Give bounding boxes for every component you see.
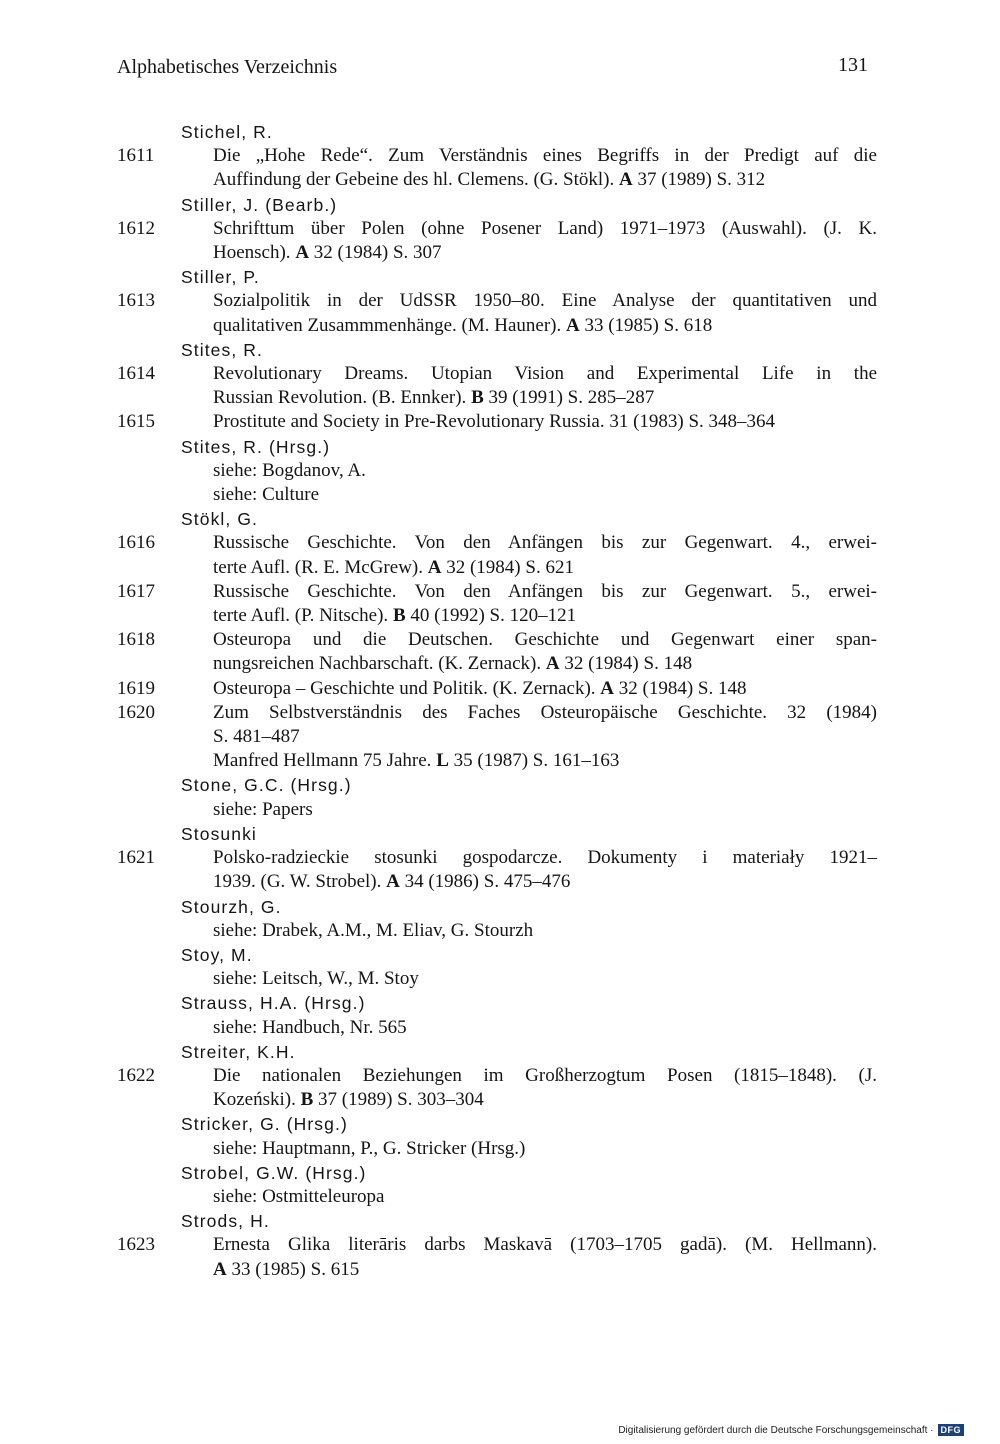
author-name: Stourzh, G.: [181, 896, 282, 917]
entry-text-segment: terte Aufl. (R. E. McGrew).: [213, 556, 428, 578]
entry-number: 1613: [117, 290, 155, 312]
journal-sigil: A: [618, 169, 633, 191]
entry-line: [117, 1064, 877, 1088]
entry-line: [117, 556, 877, 580]
author-name: Stites, R. (Hrsg.): [181, 436, 331, 457]
entry-number: [117, 1258, 213, 1282]
entry-text-segment: 39 (1991) S. 285–287: [483, 387, 655, 409]
entry-line: [117, 386, 877, 410]
see-reference: [117, 967, 877, 991]
see-reference: [117, 1137, 877, 1161]
author-heading: [117, 507, 877, 531]
entry-line: [117, 314, 877, 338]
author-heading: [117, 265, 877, 289]
author-heading: [117, 1209, 877, 1233]
entry-text: [213, 846, 877, 870]
entry-text-segment: 34 (1986) S. 475–476: [399, 871, 571, 893]
entry-line: [117, 701, 877, 725]
entry-text: [213, 652, 877, 676]
author-name: Streiter, K.H.: [181, 1041, 296, 1062]
entry-number: [117, 725, 213, 749]
entry-text: [213, 580, 877, 604]
entry-line: [117, 580, 877, 604]
see-reference: [117, 483, 877, 507]
author-name: Stichel, R.: [181, 122, 273, 142]
entry-text-segment: Manfred Hellmann 75 Jahre.: [213, 750, 437, 772]
entry-text-segment: 32 (1984) S. 148: [614, 677, 747, 699]
entry-text-segment: 37 (1989) S. 303–304: [313, 1089, 484, 1111]
see-reference-text: siehe: Bogdanov, A.: [213, 459, 366, 481]
author-heading: [117, 1112, 877, 1136]
entry-line: [117, 749, 877, 773]
entry-text: [213, 386, 877, 410]
see-reference-text: siehe: Hauptmann, P., G. Stricker (Hrsg.): [213, 1137, 526, 1159]
see-reference: [117, 919, 877, 943]
journal-sigil: L: [436, 750, 449, 772]
entry-text: [213, 144, 877, 168]
journal-sigil: A: [295, 242, 310, 264]
entry-number: 1622: [117, 1064, 155, 1086]
entry-text-segment: 33 (1985) S. 618: [579, 314, 713, 336]
entry-text: [213, 604, 877, 628]
journal-sigil: A: [545, 653, 560, 675]
entry-number: 1617: [117, 580, 155, 602]
author-heading: [117, 435, 877, 459]
entry-line: [117, 289, 877, 313]
entry-text: [213, 556, 877, 580]
author-name: Stiller, P.: [181, 267, 260, 288]
entry-text: [213, 677, 877, 701]
journal-sigil: B: [471, 387, 484, 409]
entry-line: [117, 725, 877, 749]
author-heading: [117, 120, 877, 144]
entry-number: 1621: [117, 847, 155, 869]
author-name: Stricker, G. (Hrsg.): [181, 1114, 348, 1135]
author-name: Strods, H.: [181, 1211, 270, 1232]
entry-text: [213, 362, 877, 386]
entry-number: [117, 604, 213, 628]
entry-line: [117, 531, 877, 555]
author-name: Stone, G.C. (Hrsg.): [181, 775, 352, 796]
entry-text-segment: qualitativen Zusammmenhänge. (M. Hauner).: [213, 314, 566, 336]
dfg-logo: DFG: [938, 1424, 965, 1436]
author-heading: [117, 773, 877, 797]
entry-line: [117, 677, 877, 701]
entry-text: [213, 531, 877, 555]
entry-text: [213, 314, 877, 338]
footer-text: Digitalisierung gefördert durch die Deutsche Forschungsgemeinschaft ·: [618, 1424, 934, 1436]
author-heading: [117, 1161, 877, 1185]
see-reference-text: siehe: Handbuch, Nr. 565: [213, 1016, 407, 1038]
entry-text-segment: Hoensch).: [213, 242, 296, 264]
journal-sigil: A: [600, 677, 615, 699]
entry-text-segment: terte Aufl. (P. Nitsche).: [213, 605, 393, 627]
entry-number: [117, 168, 213, 192]
journal-sigil: A: [427, 556, 442, 578]
see-reference: [117, 1185, 877, 1209]
entry-text-segment: nungsreichen Nachbarschaft. (K. Zernack).: [213, 653, 546, 675]
see-reference-text: siehe: Drabek, A.M., M. Eliav, G. Stourzh: [213, 919, 534, 941]
entry-text-segment: Sozialpolitik in der UdSSR 1950–80. Eine Analyse der quantitativen und: [213, 290, 877, 312]
entry-text-segment: Auffindung der Gebeine des hl. Clemens. (G. Stökl).: [213, 169, 619, 191]
entry-number: 1612: [117, 217, 155, 239]
author-heading: [117, 943, 877, 967]
entry-line: [117, 604, 877, 628]
entry-line: [117, 1258, 877, 1282]
author-heading: [117, 338, 877, 362]
entry-text: [213, 1088, 877, 1112]
entry-number: [117, 749, 213, 773]
entry-text-segment: Schrifttum über Polen (ohne Posener Land) 1971–1973 (Auswahl). (J. K.: [213, 217, 877, 239]
entry-number: [117, 1088, 213, 1112]
entry-text-segment: Russian Revolution. (B. Ennker).: [213, 387, 472, 409]
entry-line: [117, 217, 877, 241]
entry-number: 1618: [117, 629, 155, 651]
author-heading: [117, 1040, 877, 1064]
entry-line: [117, 628, 877, 652]
journal-sigil: A: [565, 314, 580, 336]
entry-number: 1623: [117, 1234, 155, 1256]
entry-line: [117, 410, 877, 434]
entry-text-segment: 33 (1985) S. 615: [226, 1258, 360, 1280]
see-reference-text: siehe: Leitsch, W., M. Stoy: [213, 968, 419, 990]
entry-text-segment: 35 (1987) S. 161–163: [448, 750, 620, 772]
entry-text: [213, 749, 877, 773]
entry-number: [117, 556, 213, 580]
entry-line: [117, 1088, 877, 1112]
entry-line: [117, 652, 877, 676]
author-name: Strauss, H.A. (Hrsg.): [181, 993, 366, 1014]
entry-text-segment: Revolutionary Dreams. Utopian Vision and Experimental Life in the: [213, 363, 877, 385]
entry-text-segment: Kozeński).: [213, 1089, 301, 1111]
see-reference-text: siehe: Culture: [213, 484, 320, 506]
entry-text-segment: 1939. (G. W. Strobel).: [213, 871, 387, 893]
journal-sigil: B: [300, 1089, 314, 1111]
author-name: Stökl, G.: [181, 509, 259, 530]
entry-text-segment: 32 (1984) S. 307: [309, 242, 442, 264]
entry-line: [117, 144, 877, 168]
author-name: Stiller, J. (Bearb.): [181, 194, 338, 215]
author-name: Stites, R.: [181, 339, 263, 360]
entry-text-segment: Russische Geschichte. Von den Anfängen bis zur Gegenwart. 5., erwei-: [213, 580, 877, 602]
author-heading: [117, 895, 877, 919]
entry-text-segment: Polsko-radzieckie stosunki gospodarcze. Dokumenty i materiały 1921–: [213, 847, 877, 869]
entry-text: [213, 1233, 877, 1257]
entry-number: 1620: [117, 701, 155, 723]
entry-text: [213, 217, 877, 241]
entry-text: [213, 725, 877, 749]
journal-sigil: A: [213, 1258, 227, 1280]
entry-line: [117, 870, 877, 894]
entry-number: [117, 241, 213, 265]
entry-text-segment: 37 (1989) S. 312: [632, 169, 766, 191]
entry-text: [213, 1064, 877, 1088]
see-reference-text: siehe: Papers: [213, 798, 313, 820]
journal-sigil: B: [392, 605, 406, 627]
author-heading: [117, 193, 877, 217]
entry-text-segment: 32 (1984) S. 621: [441, 556, 574, 578]
entry-text: [213, 168, 877, 192]
entry-text-segment: Die nationalen Beziehungen im Großherzogtum Posen (1815–1848). (J.: [213, 1064, 877, 1086]
author-name: Stosunki: [181, 823, 257, 844]
see-reference: [117, 1016, 877, 1040]
entry-text-segment: S. 481–487: [213, 726, 300, 748]
entry-line: [117, 168, 877, 192]
entry-text-segment: Ernesta Glika literāris darbs Maskavā (1703–1705 gadā). (M. Hellmann).: [213, 1234, 877, 1256]
entry-text: [213, 870, 877, 894]
author-name: Stoy, M.: [181, 944, 253, 965]
journal-sigil: A: [386, 871, 400, 893]
entry-text-segment: Die „Hohe Rede“. Zum Verständnis eines Begriffs in der Predigt auf die: [213, 145, 877, 167]
entry-text-segment: Prostitute and Society in Pre-Revolutionary Russia. 31 (1983) S. 348–364: [213, 411, 776, 433]
running-header-title: Alphabetisches Verzeichnis: [117, 56, 338, 78]
entry-text: [213, 410, 877, 434]
index-list: [117, 120, 877, 1282]
see-reference: [117, 459, 877, 483]
entry-text-segment: 32 (1984) S. 148: [559, 653, 693, 675]
entry-number: [117, 314, 213, 338]
entry-number: 1619: [117, 677, 155, 699]
footer-credit: [618, 1424, 964, 1436]
entry-line: [117, 846, 877, 870]
entry-number: [117, 652, 213, 676]
entry-number: 1615: [117, 411, 155, 433]
entry-text: [213, 628, 877, 652]
entry-text: [213, 289, 877, 313]
entry-line: [117, 241, 877, 265]
author-heading: [117, 822, 877, 846]
entry-number: [117, 386, 213, 410]
see-reference-text: siehe: Ostmitteleuropa: [213, 1185, 385, 1207]
entry-line: [117, 1233, 877, 1257]
entry-text-segment: 40 (1992) S. 120–121: [405, 605, 577, 627]
see-reference: [117, 798, 877, 822]
entry-number: [117, 870, 213, 894]
entry-number: 1611: [117, 145, 155, 167]
entry-text: [213, 701, 877, 725]
entry-text-segment: Osteuropa und die Deutschen. Geschichte und Gegenwart einer span-: [213, 629, 877, 651]
entry-text: [213, 241, 877, 265]
author-heading: [117, 991, 877, 1015]
entry-text-segment: Osteuropa – Geschichte und Politik. (K. Zernack).: [213, 677, 601, 699]
entry-number: 1616: [117, 532, 155, 554]
entry-line: [117, 362, 877, 386]
author-name: Strobel, G.W. (Hrsg.): [181, 1162, 367, 1183]
entry-text-segment: Zum Selbstverständnis des Faches Osteuropäische Geschichte. 32 (1984): [213, 701, 877, 723]
page-number: 131: [838, 54, 868, 76]
entry-text-segment: Russische Geschichte. Von den Anfängen bis zur Gegenwart. 4., erwei-: [213, 532, 877, 554]
entry-text: [213, 1258, 877, 1282]
entry-number: 1614: [117, 363, 155, 385]
